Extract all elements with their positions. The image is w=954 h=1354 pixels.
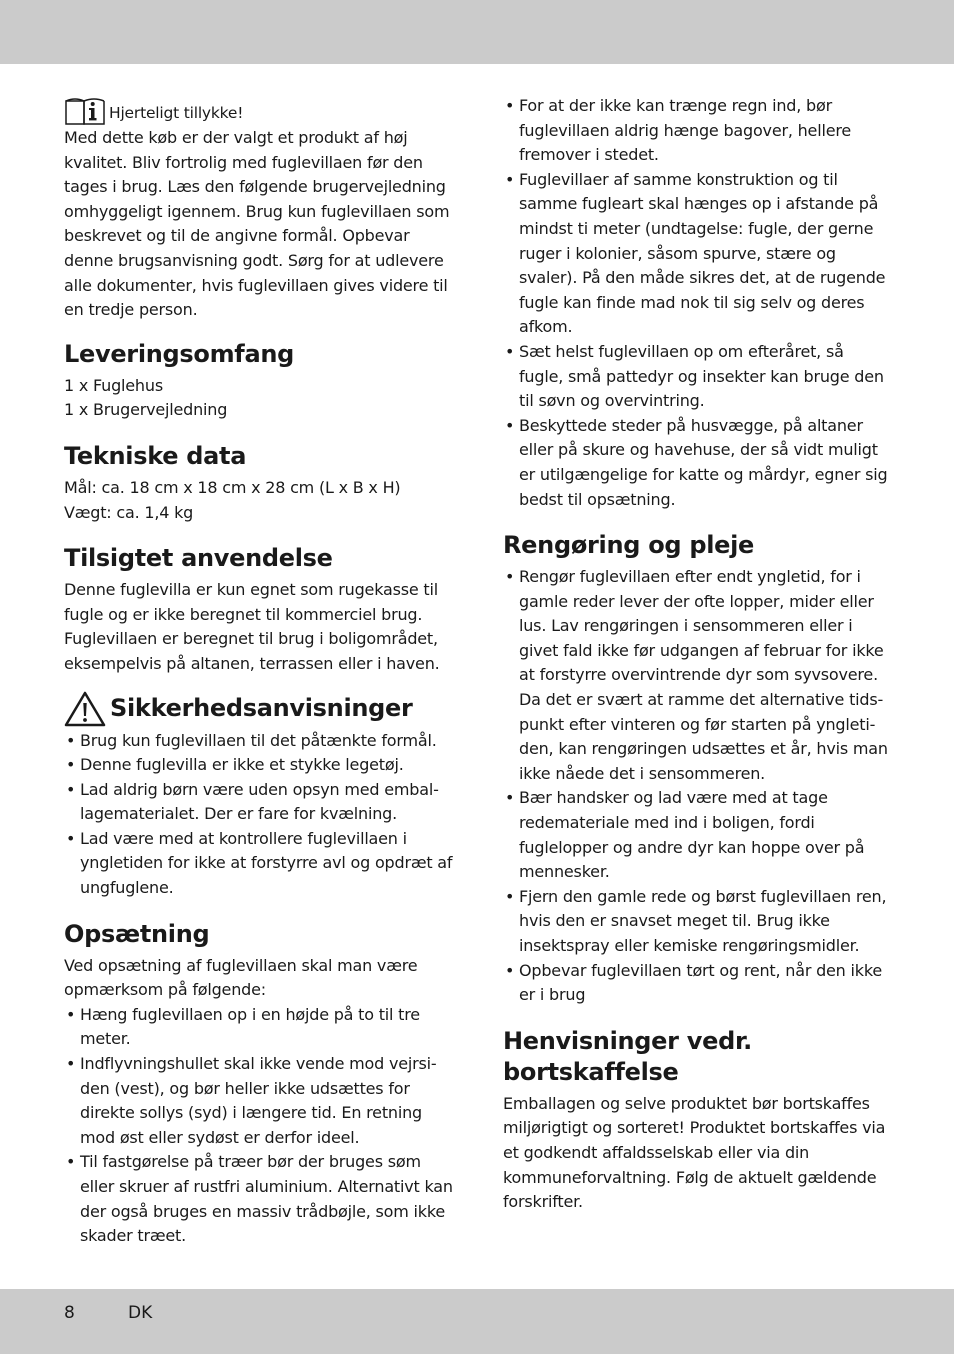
levering-item: 1 x Brugervejledning [64, 400, 228, 420]
intro-heading [64, 96, 456, 126]
tekniske-item: Mål: ca. 18 cm x 18 cm x 28 cm (L x B x H) [64, 477, 401, 497]
list-item: • Brug kun fuglevillaen til det påtænkte formål. [64, 729, 456, 754]
sikkerhed-heading [64, 691, 456, 727]
section-rengoring [503, 530, 891, 1008]
opsaetning-intro: Ved opsætning af fuglevillaen skal man være opmærksom på følgende: [64, 955, 418, 1000]
tekniske-item: Vægt: ca. 1,4 kg [64, 502, 194, 522]
list-item: • Fjern den gamle rede og børst fuglevillaen ren, hvis den er snavset meget til. Brug ikke insektspray eller kemiske rengøringsmidler. [503, 885, 891, 959]
list-item: • Beskyttede steder på husvægge, på altaner eller på skure og havehuse, der så vidt muligt er utilgængelige for katte og mårdyr, egner sig bedst til opsætning. [503, 414, 891, 512]
section-opsaetning [64, 919, 456, 1249]
list-item: • Hæng fuglevillaen op i en højde på to til tre meter. [64, 1003, 456, 1052]
opsaetning-list-right [503, 94, 891, 512]
top-banner [0, 0, 954, 64]
page-number: 8 [64, 1303, 75, 1323]
opsaetning-list-left [64, 1003, 456, 1249]
section-levering [64, 339, 456, 423]
tilsigtet-text: Denne fuglevilla er kun egnet som rugekasse til fugle og er ikke beregnet til kommerciel brug. Fuglevillaen er beregnet til brug i boligområdet, eksempelvis på altanen, terrassen eller i haven. [64, 580, 440, 673]
info-book-icon [64, 96, 106, 126]
section-sikkerhed [64, 691, 456, 901]
list-item: • Denne fuglevilla er ikke et stykke legetøj. [64, 753, 456, 778]
tilsigtet-title: Tilsigtet anvendelse [64, 544, 333, 573]
sikkerhed-list [64, 729, 456, 901]
intro-text: Med dette køb er der valgt et produkt af høj kvalitet. Bliv fortrolig med fuglevillaen før den tages i brug. Læs den følgende brugervejledning omhyggeligt igennem. Brug kun fuglevillaen som beskrevet og til de angivne formål. Opbevar denne brugsanvisning godt. Sørg for at udlevere alle dokumenter, hvis fuglevillaen gives videre til en tredje person. [64, 128, 450, 320]
language-code: DK [128, 1303, 153, 1323]
list-item: • Rengør fuglevillaen efter endt yngletid, for i gamle reder lever der ofte lopper, mider eller lus. Lav rengøringen i sensommeren eller i givet fald ikke før udgangen af februar for ikke at forstyrre overvintrende dyr som syvsovere. Da det er svært at ramme det alternative tidspunkt efter vinteren og før starten på yngletiden, kan rengøringen udsættes et år, hvis man ikke nåede det i sensommeren. [503, 565, 891, 786]
opsaetning-title: Opsætning [64, 919, 210, 948]
left-column [64, 94, 456, 1249]
list-item: • Opbevar fuglevillaen tørt og rent, når den ikke er i brug [503, 959, 891, 1008]
bortskaffelse-title: Henvisninger vedr. bortskaffelse [503, 1026, 752, 1086]
list-item: • Til fastgørelse på træer bør der bruges søm eller skruer af rustfri aluminium. Alternativt kan der også bruges en massiv trådbøjle, som ikke skader træet. [64, 1150, 456, 1248]
levering-item: 1 x Fuglehus [64, 375, 163, 395]
list-item: • Sæt helst fuglevillaen op om efteråret, så fugle, små pattedyr og insekter kan bruge den til søvn og overvintring. [503, 340, 891, 414]
list-item: • Lad aldrig børn være uden opsyn med emballagematerialet. Der er fare for kvælning. [64, 778, 456, 827]
section-tilsigtet [64, 543, 456, 676]
list-item: • Indflyvningshullet skal ikke vende mod vejrsiden (vest), og bør heller ikke udsættes for direkte sollys (syd) i længere tid. En retning mod øst eller sydøst er derfor ideel. [64, 1052, 456, 1150]
intro-greeting: Hjerteligt tillykke! [109, 104, 244, 123]
bortskaffelse-text: Emballagen og selve produktet bør bortskaffes miljørigtigt og sorteret! Produktet bortskaffes via et godkendt affaldsselskab eller via din kommuneforvaltning. Følg de aktuelt gældende forskrifter. [503, 1093, 886, 1212]
right-column [503, 94, 891, 1215]
tekniske-title: Tekniske data [64, 441, 247, 470]
rengoring-title: Rengøring og pleje [503, 531, 755, 560]
warning-triangle-icon [64, 691, 106, 727]
sikkerhed-title: Sikkerhedsanvisninger [110, 694, 413, 722]
list-item: • Fuglevillaer af samme konstruktion og til samme fugleart skal hænges op i afstande på mindst ti meter (undtagelse: fugle, der gerne ruger i kolonier, såsom spurve, stære og svaler). På den måde sikres det, at de rugende fugle kan finde mad nok til sig selv og deres afkom. [503, 168, 891, 340]
list-item: • Lad være med at kontrollere fuglevillaen i yngletiden for ikke at forstyrre avl og opdræt af ungfuglene. [64, 827, 456, 901]
section-bortskaffelse [503, 1026, 891, 1215]
rengoring-list [503, 565, 891, 1008]
levering-title: Leveringsomfang [64, 339, 295, 368]
list-item: • For at der ikke kan trænge regn ind, bør fuglevillaen aldrig hænge bagover, hellere fremover i stedet. [503, 94, 891, 168]
list-item: • Bær handsker og lad være med at tage redemateriale med ind i boligen, fordi fuglelopper og andre dyr kan hoppe over på mennesker. [503, 786, 891, 884]
section-tekniske [64, 441, 456, 525]
